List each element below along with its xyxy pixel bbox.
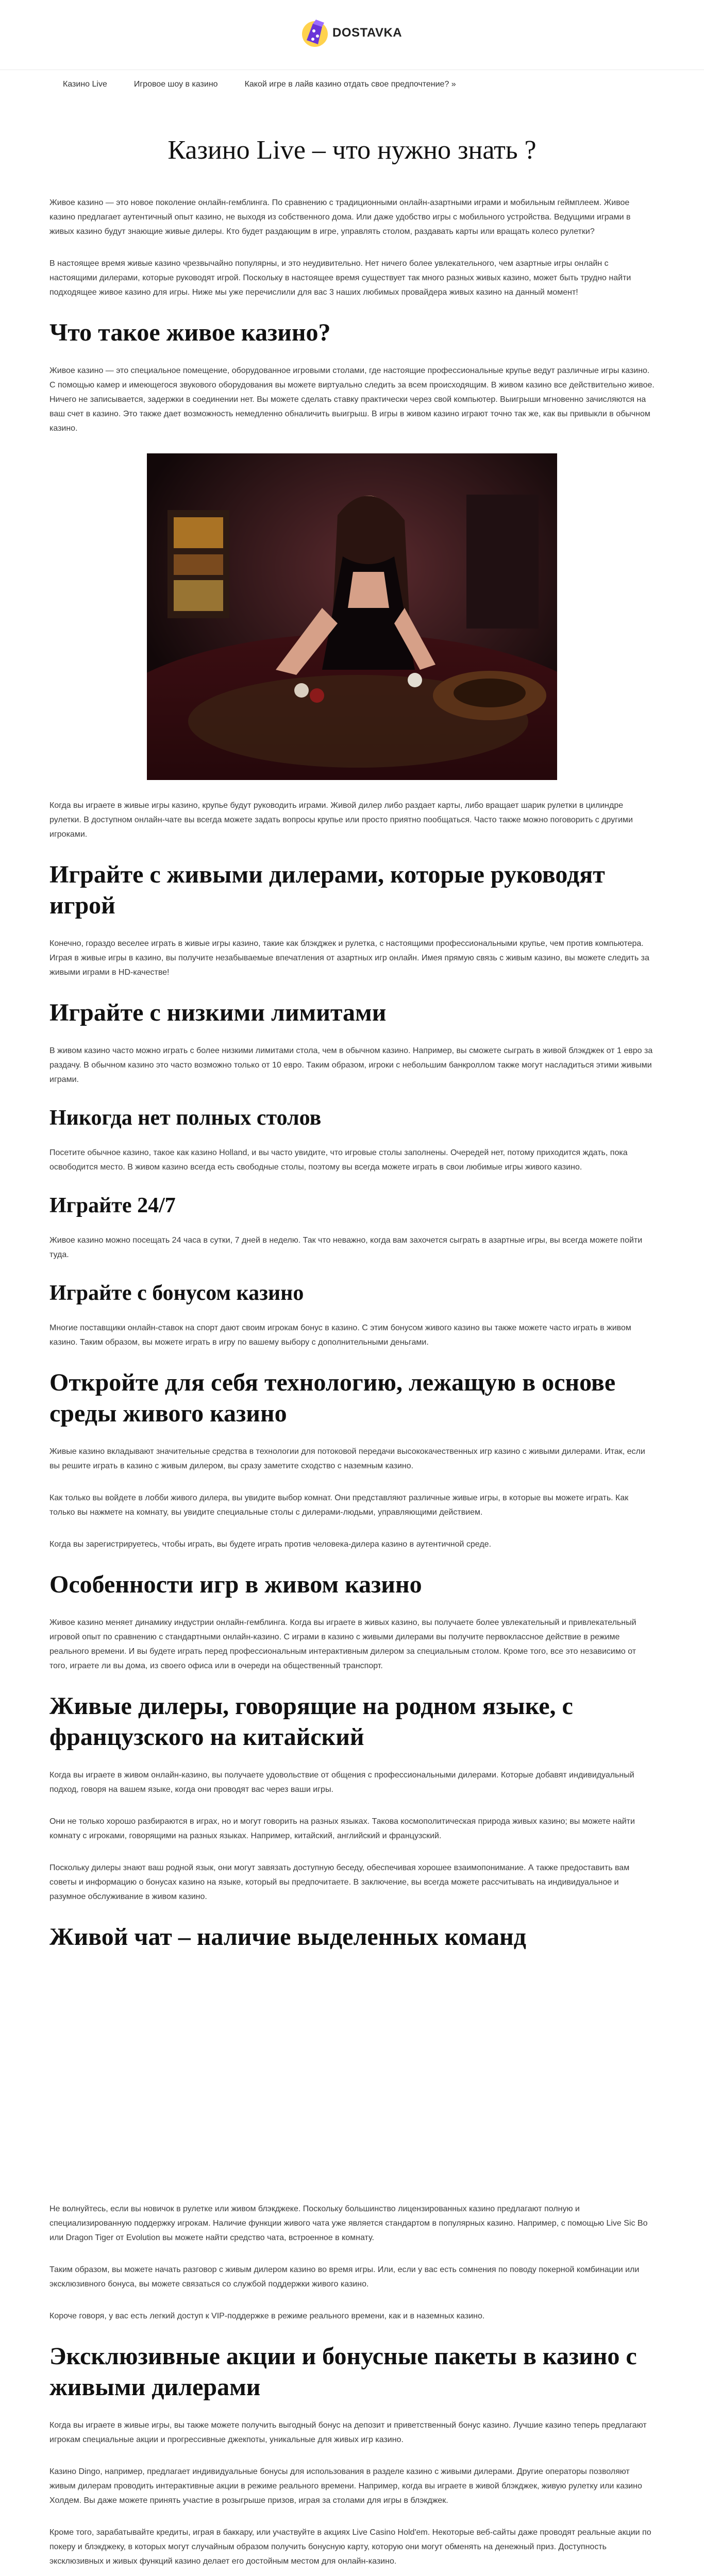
section-heading: Играйте с бонусом казино — [49, 1281, 304, 1305]
section-paragraph: Как только вы войдете в лобби живого дилера, вы увидите выбор комнат. Они представляют различные живые игры, в которые вы можете играть. Как только вы нажмете на комнату, вы увидите специальные столы с дилерами-людьми, управляющими действием. — [49, 1494, 629, 1517]
main-nav — [49, 78, 470, 91]
section-paragraph: Когда вы зарегистрируетесь, чтобы играть, вы будете играть против человека-дилера казино в аутентичной среде. — [49, 1540, 492, 1549]
embedded-media-placeholder — [49, 1968, 655, 2202]
section-paragraph: Поскольку дилеры знают ваш родной язык, они могут завязать доступную беседу, обеспечивая хорошее взаимопонимание. А также предоставить вам советы и информацию о бонусах казино на языке, который вы предпочитаете. В заключение, вы всегда можете рассчитывать на индивидуальное и разумное обслуживание в живом казино. — [49, 1863, 630, 1901]
section-paragraph: Живое казино — это специальное помещение, оборудованное игровыми столами, где настоящие профессиональные крупье ведут различные игры казино. С помощью камер и имеющегося звукового оборудования вы можете виртуально следить за всем происходящим. В живом казино все действительно живое. Ничего не записывается, задержки в соединении нет. Вы можете сделать ставку практически через свой компьютер. Выигрыши мгновенно зачисляются на ваш счет в казино. Это также дает возможность немедленно обналичить выигрыш. В игры в живом казино играют точно так же, как вы привыкли в обычном казино. — [49, 366, 655, 433]
croupier-photo — [147, 453, 557, 780]
section-paragraph: Многие поставщики онлайн-ставок на спорт дают своим игрокам бонус в казино. С этим бонусом живого казино вы также можете часто играть в живом казино. Таким образом, вы можете играть в игру по вашему выбору с дополнительными деньгами. — [49, 1324, 631, 1347]
section-heading: Никогда нет полных столов — [49, 1106, 322, 1130]
section-heading: Играйте с живыми дилерами, которые руководят игрой — [49, 861, 605, 919]
section-paragraph: Кроме того, зарабатывайте кредиты, играя в баккару, или участвуйте в акциях Live Casino Hold'em. Некоторые веб-сайты даже проводят реальные акции по покеру и блэкджеку, в которых могут случайным образом получить бонусную карту, которую они могут обменять на денежный приз. Доступность эксклюзивных и живых функций казино делает его достойным местом для онлайн-казино. — [49, 2528, 651, 2566]
dice-logo-icon — [300, 16, 329, 49]
section-heading: Живые дилеры, говорящие на родном языке, с французского на китайский — [49, 1692, 573, 1751]
nav-item-game-show[interactable]: Игровое шоу в казино — [133, 80, 218, 89]
section-paragraph: Казино Dingo, например, предлагает индивидуальные бонусы для использования в разделе казино с живыми дилерами. Другие операторы позволяют живым дилерам проводить интерактивные акции в режиме реального времени. Например, когда вы играете в живой блэкджек, живую рулетку или казино Холдем. Вы даже можете принять участие в розыгрыше призов, играя за столами для игры в блэкджек. — [49, 2467, 642, 2505]
section-heading: Живой чат – наличие выделенных команд — [49, 1923, 526, 1951]
section-heading: Особенности игр в живом казино — [49, 1571, 422, 1598]
section-paragraph: Когда вы играете в живом онлайн-казино, вы получаете удовольствие от общения с профессиональными дилерами. Которые добавят индивидуальный подход, говоря на вашем языке, когда они проводят вас через ваши игры. — [49, 1771, 634, 1794]
article — [49, 134, 655, 2576]
site-logo[interactable] — [300, 16, 402, 49]
brand-name: DOSTAVKA — [332, 26, 403, 40]
nav-item-which-game[interactable]: Какой игре в лайв казино отдать свое предпочтение? » — [244, 80, 456, 89]
page-title: Казино Live – что нужно знать ? — [167, 135, 537, 165]
section-heading: Эксклюзивные акции и бонусные пакеты в казино с живыми дилерами — [49, 2343, 637, 2401]
section-paragraph: Живое казино меняет динамику индустрии онлайн-гемблинга. Когда вы играете в живых казино, вы получаете более увлекательный и привлекательный игровой опыт по сравнению с стандартными онлайн-казино. С играми в казино с живыми дилерами вы получите первоклассное действие в режиме реального времени. И вы будете играть перед профессиональным интерактивным дилером за специальным столом. Кроме того, все это независимо от того, играете ли вы дома, из своего офиса или в очереди на общественный транспорт. — [49, 1618, 636, 1670]
section-heading: Играйте 24/7 — [49, 1194, 176, 1217]
section-heading: Играйте с низкими лимитами — [49, 999, 387, 1026]
section-paragraph: Живые казино вкладывают значительные средства в технологии для потоковой передачи высококачественных игр казино с живыми дилерами. Итак, если вы решите играть в казино с живым дилером, вы сразу заметите сходство с наземным казино. — [49, 1447, 645, 1470]
section-paragraph: В живом казино часто можно играть с более низкими лимитами стола, чем в обычном казино. Например, вы сможете сыграть в живой блэкджек от 1 евро за раздачу. В обычном казино это часто возможно только от 10 евро. Таким образом, игроки с небольшим банкроллом также могут насладиться этими живыми играми. — [49, 1046, 653, 1084]
section-paragraph: Они не только хорошо разбираются в играх, но и могут говорить на разных языках. Такова космополитическая природа живых казино; вы можете найти комнату с игроками, говорящими на разных языках. Например, китайский, английский и французский. — [49, 1817, 635, 1840]
section-paragraph: Посетите обычное казино, такое как казино Holland, и вы часто увидите, что игровые столы заполнены. Очередей нет, потому приходится ждать, пока освободится место. В живом казино всегда есть свободные столы, поэтому вы всегда можете играть в свои любимые игры живого казино. — [49, 1148, 628, 1172]
intro-paragraph: Живое казино — это новое поколение онлайн-гемблинга. По сравнению с традиционными онлайн-азартными играми и мобильным геймплеем. Живое казино предлагает аутентичный опыт казино, не выходя из собственного дома. Или даже удобство игры с мобильного устройства. Ведущими играми в живых казино будут знающие живые дилеры. Кто будет раздающим в игре, управлять столом, раздавать карты или вращать колесо рулетки? — [49, 198, 631, 236]
section-heading: Откройте для себя технологию, лежащую в основе среды живого казино — [49, 1369, 616, 1427]
section-paragraph: Когда вы играете в живые игры, вы также можете получить выгодный бонус на депозит и приветственный бонус казино. Лучшие казино теперь предлагают игрокам специальные акции и прогрессивные джекпоты, уникальные для живых игр казино. — [49, 2421, 647, 2444]
section-paragraph: Конечно, гораздо веселее играть в живые игры казино, такие как блэкджек и рулетка, с настоящими профессиональными крупье, чем против компьютера. Играя в живые игры в казино, вы получите незабываемые впечатления от азартных игр онлайн. Имея прямую связь с живым казино, вы можете следить за живыми играми в HD-качестве! — [49, 939, 649, 977]
section-heading: Что такое живое казино? — [49, 319, 331, 346]
section-paragraph: Короче говоря, у вас есть легкий доступ к VIP-поддержке в режиме реального времени, как и в наземных казино. — [49, 2312, 485, 2320]
section-paragraph: Не волнуйтесь, если вы новичок в рулетке или живом блэкджеке. Поскольку большинство лицензированных казино предлагают полную и специализированную поддержку игрокам. Наличие функции живого чата уже является стандартом в популярных казино. Например, с помощью Live Sic Bo или Dragon Tiger от Evolution вы можете найти средство чата, встроенное в комнату. — [49, 2205, 648, 2242]
section-paragraph: Живое казино можно посещать 24 часа в сутки, 7 дней в неделю. Так что неважно, когда вам захочется сыграть в азартные игры, вы всегда можете пойти туда. — [49, 1236, 643, 1259]
site-header — [0, 0, 704, 89]
section-paragraph: Когда вы играете в живые игры казино, крупье будут руководить играми. Живой дилер либо раздает карты, либо вращает шарик рулетки в цилиндре рулетки. В доступном онлайн-чате вы всегда можете задать вопросы крупье или просто приятно пообщаться. Часто также можно поговорить с другими игроками. — [49, 801, 633, 839]
intro-paragraph: В настоящее время живые казино чрезвычайно популярны, и это неудивительно. Нет ничего более увлекательного, чем азартные игры онлайн с настоящими дилерами, которые руководят игрой. Поскольку в настоящее время существует так много разных живых казино, может быть трудно найти подходящее живое казино для игры. Ниже мы уже перечислили для вас 3 наших любимых провайдера живых казино на данный момент! — [49, 259, 631, 297]
section-paragraph: Таким образом, вы можете начать разговор с живым дилером казино во время игры. Или, если у вас есть сомнения по поводу покерной комбинации или эксклюзивного бонуса, вы можете связаться со службой поддержки живого казино. — [49, 2265, 640, 2289]
nav-item-live-casino[interactable]: Казино Live — [63, 80, 107, 89]
